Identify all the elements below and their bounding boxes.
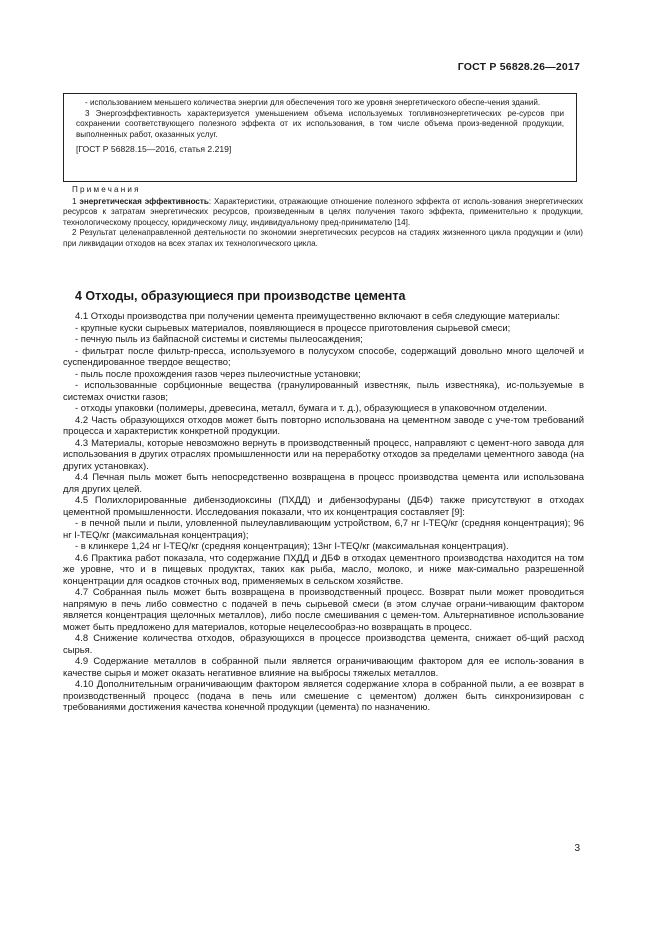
term-source-reference: [ГОСТ Р 56828.15—2016, статья 2.219] [76,144,232,155]
paragraph: 4.3 Материалы, которые невозможно вернуть в производственный процесс, направляют с цемент-ного завода для использования в других отраслях промышленности или на переработку отходов за пределами цементного завода (на других установках). [63,437,584,472]
list-item: - использованные сорбционные вещества (гранулированный известняк, пыль известняка), ис-пользуемые в системах очистки газов; [63,380,584,403]
page-number: 3 [574,843,580,854]
document-number-header: ГОСТ Р 56828.26—2017 [457,61,580,73]
paragraph: 4.8 Снижение количества отходов, образующихся в процессе производства цемента, снижает об-щий расход сырья. [63,633,584,656]
paragraph: 4.2 Часть образующихся отходов может быть повторно использована на цементном заводе с уче-том требований процесса и характеристик конкретной продукции. [63,414,584,437]
note-2: 2 Результат целенаправленной деятельности по экономии энергетических ресурсов на стадиях жизненного цикла продукции и (или) при ликвидации отходов на всех этапах их технологического цикла. [63,228,583,248]
list-item: - фильтрат после фильтр-пресса, используемого в полусухом способе, содержащий довольно много щелочей и суспендированное твердое вещество; [63,345,584,368]
notes-block [63,185,583,250]
note-1-number: 1 [72,196,77,206]
paragraph: 4.4 Печная пыль может быть непосредственно возвращена в процесс производства цемента или использована для других целей. [63,472,584,495]
note-1 [63,197,583,229]
notes-title: Примечания [72,185,141,194]
note-1-text: : Характеристики, отражающие отношение полезного эффекта от исполь-зования энергетических ресурсов к затратам энергетических ресурсов, произведенным в целях получения такого эффекта, применительно к продукции, технологическому процессу, юридическому лицу, индивидуальному пред-принимателю [14]. [63,196,583,227]
list-item: - печную пыль из байпасной системы и системы пылеосаждения; [75,334,363,345]
paragraph: 4.5 Полихлорированные дибензодиоксины (ПХДД) и дибензофураны (ДБФ) также присутствуют в отходах цементной промышленности. Исследования показали, что их концентрация составляет [9]: [63,495,584,518]
paragraph: 4.6 Практика работ показала, что содержание ПХДД и ДБФ в отходах цементного производства находится на том же уровне, что и в пищевых продуктах, таких как рыба, масло, молоко, и ниже мак-симально разрешенной концентрации для осадков сточных вод, применяемых в сельском хозяйстве. [63,552,584,587]
paragraph: 4.10 Дополнительным ограничивающим фактором является содержание хлора в собранной пыли, а ее возврат в производственный процесс (подача в печь или смешение с цементом) должен быть синхронизирован с требованиями достижения качества конечной продукции (цемента) по назначению. [63,679,584,713]
list-item: - в печной пыли и пыли, уловленной пылеулавливающим устройством, 6,7 нг I-TEQ/кг (средняя концентрация); 96 нг I-TEQ/кг (максимальная концентрация); [63,518,584,541]
paragraph: 4.9 Содержание металлов в собранной пыли является ограничивающим фактором для ее исполь-зования в качестве сырья и может оказать негативное влияние на выбросы тяжелых металлов. [63,656,584,679]
list-item: - крупные куски сырьевых материалов, появляющиеся в процессе приготовления сырьевой смеси; [75,322,511,334]
term-box-line: 3 Энергоэффективность характеризуется уменьшением объема используемых топливноэнергетических ре-сурсов при сохранении соответствующего полезного эффекта от их использования, в том числе объема произ-веденной продукции, выполненных работ, оказанных услуг. [76,108,564,139]
section-4-title: 4 Отходы, образующиеся при производстве цемента [75,289,406,303]
list-item: - в клинкере 1,24 нг I-TEQ/кг (средняя концентрация); 13нг I-TEQ/кг (максимальная концентрация). [75,541,509,552]
paragraph: 4.7 Собранная пыль может быть возвращена в производственный процесс. Возврат пыли может проводиться напрямую в печь либо совместно с подачей в печь сырьевой смеси (в этом случае ограни-чивающим фактором является концентрация щелочных металлов), либо после смешивания с цемен-том. Альтернативное использование может быть предложено для материалов, которые нецелесообраз-но возвращать в процесс. [63,587,584,633]
list-item: - пыль после прохождения газов через пылеочистные установки; [75,368,361,380]
section-4-body [63,311,584,714]
paragraph: 4.1 Отходы производства при получении цемента преимущественно включают в себя следующие материалы: [75,311,560,322]
term-definition-box [63,93,577,182]
list-item: - отходы упаковки (полимеры, древесина, металл, бумага и т. д.), образующиеся в упаковочном отделении. [75,403,548,414]
note-1-term: энергетическая эффективность [79,196,209,206]
term-box-line: - использованием меньшего количества энергии для обеспечения того же уровня энергетического обеспе-чения зданий. [85,98,541,107]
